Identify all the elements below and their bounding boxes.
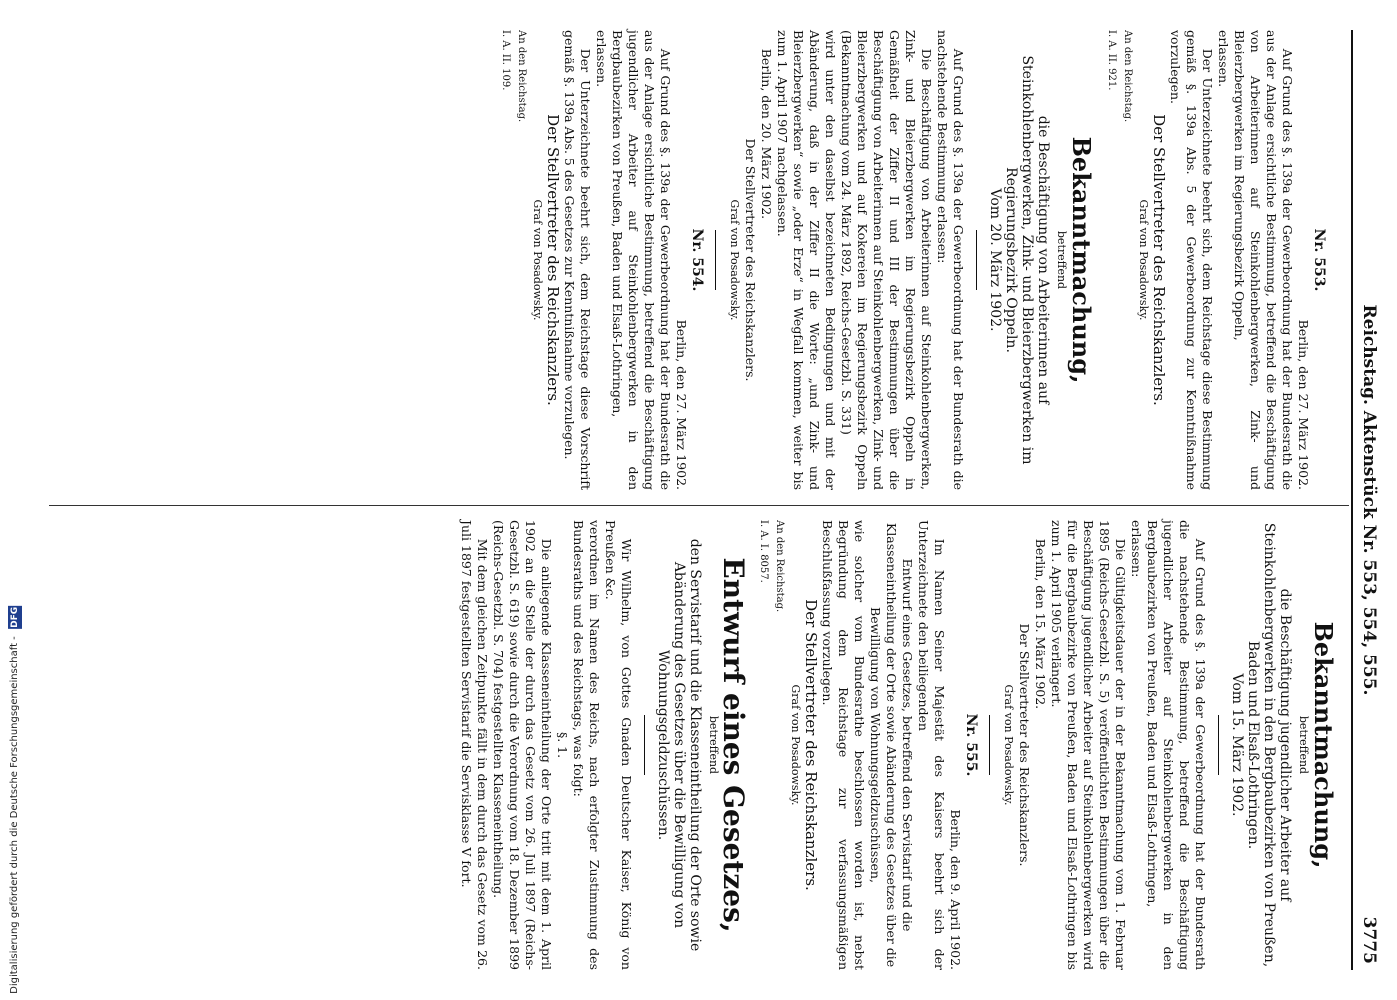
paragraph: erlassen. [594, 30, 609, 88]
right-column [458, 520, 1337, 970]
section-bekanntmachung-2 [1000, 520, 1338, 970]
credit-text: Digitalisierung gefördert durch die Deutsche Forschungsgemeinschaft - [9, 636, 20, 994]
signature-title: Der Stellvertreter des Reichskanzlers. [1150, 114, 1168, 406]
addressee: An den Reichstag. [516, 30, 527, 123]
section-bekanntmachung-1 [726, 30, 1096, 490]
doc-number: Nr. 554. [689, 228, 705, 292]
doc-number: Nr. 553. [1311, 228, 1327, 292]
paragraph: Die Beschäftigung von Arbeiterinnen auf Steinkohlenbergwerken, Zink- und Bleierzbergwerken im Regierungsbezirk Oppeln in Gemäßheit der Ziffer II und III der Bestimmungen über die Beschäftigung von Arbeiterinnen auf Steinkohlenbergwerken, Zink- und Bleierzbergwerken und auf Kokereien im Regierungsbezirk Oppeln (Bekanntmachung vom 24. März 1892, Reichs-Gesetzbl. S. 331) [839, 30, 934, 490]
paragraph: Wir Wilhelm, von Gottes Gnaden Deutscher Kaiser, König von Preußen &c. [603, 520, 634, 970]
paragraph: Die anliegende Klasseneintheilung der Orte tritt mit dem 1. April 1902 an die Stelle der durch das Gesetz vom 26. Juli 1897 (Reichs-Gesetzbl. S. 619) sowie durch die Verordnung vom 18. Dezember 1899 (Reichs-Gesetzbl. S. 704) festgestellten Klasseneintheilung. [491, 520, 554, 970]
section-title: Entwurf eines Gesetzes, [717, 557, 750, 933]
doc-date: Berlin, den 9. April 1902. [948, 809, 963, 970]
signature-name: Graf von Posadowsky. [531, 199, 544, 321]
header-title: Reichstag. Aktenstück Nr. 553, 554, 555. [1359, 304, 1379, 696]
signature-name: Graf von Posadowsky. [1137, 199, 1150, 321]
paragraph: Der Unterzeichnete beehrt sich, dem Reichstage diese Vorschrift gemäß §. 139a Abs. 5 des Gesetzes zur Kenntnißnahme vorzulegen. [562, 30, 593, 490]
signature-title: Der Stellvertreter des Reichskanzlers. [802, 599, 820, 891]
paragraph: Mit dem gleichen Zeitpunkte fällt in dem durch das Gesetz vom 26. Juli 1897 festgestellten Servistarif die Servisklasse V fort. [459, 520, 490, 970]
section-subject: die Beschäftigung jugendlicher Arbeiter auf Steinkohlenbergwerken in den Bergbaubezirken von Preußen, Baden und Elsaß-Lothringen. [1245, 522, 1293, 968]
section-title: Bekanntmachung, [1309, 621, 1338, 869]
section-nr-555 [755, 520, 979, 970]
addressee: An den Reichstag. [1122, 30, 1133, 123]
paragraph: Auf Grund des §. 139a der Gewerbeordnung hat der Bundesrath die aus der Anlage ersichtliche Bestimmung, betreffend die Beschäftigung von Arbeiterinnen auf Steinkohlenbergwerken, Zink- und Bleierzbergwerken im Regierungsbezirk Oppeln, [1232, 30, 1295, 490]
section-subtitle: betreffend [707, 715, 720, 775]
addressee: An den Reichstag. [774, 520, 785, 613]
signature-name: Graf von Posadowsky. [728, 199, 741, 321]
doc-date: Berlin, den 27. März 1902. [1296, 319, 1311, 490]
reference-number: I. A. II. 109. [500, 30, 511, 91]
section-date: Vom 20. März 1902. [987, 188, 1003, 332]
paragraph: Die Gültigkeitsdauer der in der Bekanntmachung vom 1. Februar 1895 (Reichs-Gesetzbl. S. 5) veröffentlichten Bestimmungen über die Beschäftigung jugendlicher Arbeiter auf Steinkohlenbergwerken wird für die Bergbaubezirke von Preußen, Baden und Elsaß-Lothringen bis zum 1. April 1905 verlängert. [1049, 520, 1128, 970]
signature-title: Der Stellvertreter des Reichskanzlers. [544, 114, 562, 406]
section-subject: die Beschäftigung von Arbeiterinnen auf Steinkohlenbergwerken, Zink- und Bleierzbergwerken im Regierungsbezirk Oppeln. [1003, 55, 1051, 465]
paragraph: Auf Grund des §. 139a der Gewerbeordnung hat der Bundesrath die nachstehende Bestimmung erlassen: [935, 30, 966, 490]
page-header [1351, 30, 1383, 970]
place-date: Berlin, den 20. März 1902. [759, 48, 774, 220]
signature-title: Der Stellvertreter des Reichskanzlers. [1017, 623, 1032, 867]
dfg-logo: DFG [10, 607, 20, 629]
section-subject: den Servistarif und die Klasseneintheilung der Orte sowie Abänderung des Gesetzes über die Bewilligung von Wohnungsgeldzuschüssen. [655, 538, 703, 952]
paragraph: erlassen: [1129, 520, 1144, 578]
signature-name: Graf von Posadowsky. [1002, 684, 1015, 806]
paragraph: wird unter den daselbst bezeichneten Bedingungen und mit der Abänderung, daß in der Ziffer II die Worte: „und Zink- und Bleierzbergwerken“ sowie „oder Erze“ in Wegfall kommen, weiter bis zum 1. April 1907 nachgelassen. [775, 30, 838, 490]
left-column [497, 30, 1327, 490]
column-divider [49, 505, 1349, 506]
section-date: Vom 15. März 1902. [1229, 673, 1245, 817]
paragraph: wie solcher vom Bundesrathe beschlossen worden ist, nebst Begründung dem Reichstage zur verfassungsmäßigen Beschlußfassung vorzulegen. [820, 520, 867, 970]
paragraph: Der Unterzeichnete beehrt sich, dem Reichstage diese Bestimmung gemäß §. 139a Abs. 5 der Gewerbeordnung zur Kenntnißnahme vorzulegen. [1168, 30, 1215, 490]
section-entwurf [458, 520, 750, 970]
doc-date: Berlin, den 27. März 1902. [674, 319, 689, 490]
paragraph: Entwurf eines Gesetzes, betreffend den Servistarif und die Klasseneintheilung der Orte sowie Abänderung des Gesetzes über die Bewilligung von Wohnungsgeldzuschüssen, [868, 522, 915, 968]
reference-number: I. A. II. 921. [1106, 30, 1117, 91]
paragraph: Auf Grund des §. 139a der Gewerbeordnung hat der Bundesrath die nachstehende Bestimmung, betreffend die Beschäftigung jugendlicher Arbeiter auf Steinkohlenbergwerken in den Bergbaubezirken von Preußen, Baden und Elsaß-Lothringen, [1145, 520, 1208, 970]
paragraph: Im Namen Seiner Majestät des Kaisers beehrt sich der Unterzeichnete den beiliegenden [916, 520, 947, 970]
reference-number: I. A. I. 8057. [758, 520, 769, 583]
doc-number: Nr. 555. [963, 713, 979, 777]
section-title: Bekanntmachung, [1067, 136, 1096, 384]
paragraph: erlassen. [1216, 30, 1231, 88]
section-subtitle: betreffend [1297, 715, 1310, 775]
paragraph-mark: §. 1. [555, 731, 570, 759]
place-date: Berlin, den 15. März 1902. [1033, 538, 1048, 710]
page-number: 3775 [1359, 916, 1379, 964]
paragraph: verordnen im Namen des Reichs, nach erfolgter Zustimmung des Bundesraths und des Reichstags, was folgt: [571, 520, 602, 970]
signature-title: Der Stellvertreter des Reichskanzlers. [743, 138, 758, 382]
signature-name: Graf von Posadowsky. [789, 684, 802, 806]
section-nr-554 [497, 30, 705, 490]
section-subtitle: betreffend [1055, 230, 1068, 290]
section-nr-553 [1103, 30, 1327, 490]
paragraph: Auf Grund des §. 139a der Gewerbeordnung hat der Bundesrath die aus der Anlage ersichtliche Bestimmung, betreffend die Beschäftigung jugendlicher Arbeiter auf Steinkohlenbergwerken in den Bergbaubezirken von Preußen, Baden und Elsaß-Lothringen, [610, 30, 673, 490]
